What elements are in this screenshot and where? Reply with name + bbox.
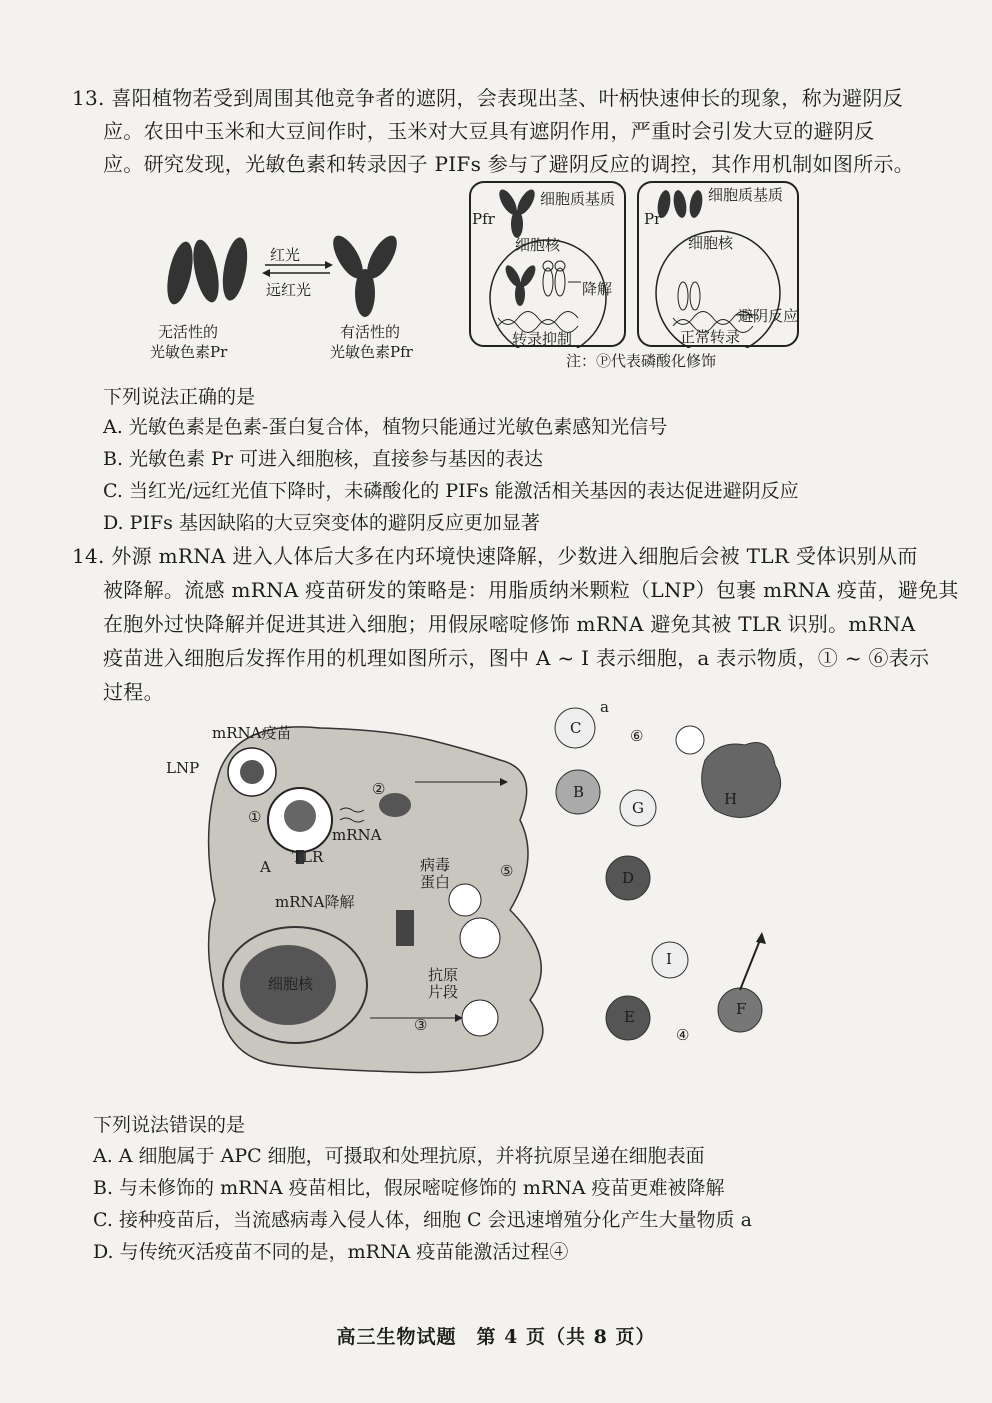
cell-i-label: I xyxy=(666,950,672,968)
cell-h-label: H xyxy=(724,790,738,808)
q14-line-4: 疫苗进入细胞后发挥作用的机理如图所示，图中 A ~ I 表示细胞，a 表示物质，① ~ ⑥表示 xyxy=(103,646,930,670)
box1-nucleus-label: 细胞核 xyxy=(515,236,561,254)
q14-option-d[interactable]: D. 与传统灭活疫苗不同的是，mRNA 疫苗能激活过程④ xyxy=(93,1241,569,1263)
q14-line-2: 被降解。流感 mRNA 疫苗研发的策略是：用脂质纳米颗粒（LNP）包裹 mRNA 疫苗，避免其 xyxy=(103,578,959,602)
nucleus-label: 细胞核 xyxy=(268,975,314,993)
cell-b-label: B xyxy=(573,783,585,801)
page-footer: 高三生物试题 第 4 页（共 8 页） xyxy=(336,1326,656,1348)
q13-option-d[interactable]: D. PIFs 基因缺陷的大豆突变体的避阴反应更加显著 xyxy=(103,512,540,534)
q14-option-a[interactable]: A. A 细胞属于 APC 细胞，可摄取和处理抗原，并将抗原呈递在细胞表面 xyxy=(93,1145,705,1167)
q13-line-1: 13. 喜阳植物若受到周围其他竞争者的遮阴，会表现出茎、叶柄快速伸长的现象，称为避阴反 xyxy=(72,86,904,110)
red-light-label: 红光 xyxy=(270,246,301,264)
active-label-2: 光敏色素Pfr xyxy=(330,343,413,361)
q14-option-c[interactable]: C. 接种疫苗后，当流感病毒入侵人体，细胞 C 会迅速增殖分化产生大量物质 a xyxy=(93,1209,752,1231)
step-1-label: ① xyxy=(248,808,262,826)
box1-degrade-label: 降解 xyxy=(582,280,613,298)
active-label-1: 有活性的 xyxy=(340,323,401,341)
box2-cytoplasm-label: 细胞质基质 xyxy=(708,186,784,204)
box2-nucleus-label: 细胞核 xyxy=(688,234,734,252)
cell-c-label: C xyxy=(570,719,582,737)
q13-line-2: 应。农田中玉米和大豆间作时，玉米对大豆具有遮阴作用，严重时会引发大豆的避阴反 xyxy=(103,119,875,143)
box2-transcription-label: 正常转录 xyxy=(680,328,741,346)
q14-line-5: 过程。 xyxy=(103,680,164,704)
cell-e-label: E xyxy=(624,1008,635,1026)
tlr-label: TLR xyxy=(292,848,324,866)
far-red-light-label: 远红光 xyxy=(266,281,312,299)
q14-prompt: 下列说法错误的是 xyxy=(93,1114,246,1136)
box2-pr-label: Pr xyxy=(644,210,662,228)
cell-d-label: D xyxy=(622,869,635,887)
inactive-label-1: 无活性的 xyxy=(158,323,219,341)
substance-a-label: a xyxy=(600,698,609,716)
virus-protein-label-2: 蛋白 xyxy=(420,873,451,891)
antigen-label-1: 抗原 xyxy=(428,966,459,984)
step-4-label: ④ xyxy=(676,1026,690,1044)
q13-option-a[interactable]: A. 光敏色素是色素-蛋白复合体，植物只能通过光敏色素感知光信号 xyxy=(103,416,668,438)
step-5-label: ⑤ xyxy=(500,862,514,880)
q13-figure-note: 注：Ⓟ代表磷酸化修饰 xyxy=(566,352,717,370)
vaccine-label: mRNA疫苗 xyxy=(212,724,292,742)
virus-protein-label-1: 病毒 xyxy=(420,856,451,874)
cell-f-label: F xyxy=(736,1000,747,1018)
lnp-label: LNP xyxy=(166,759,200,777)
step-2-label: ② xyxy=(372,780,386,798)
cell-g-label: G xyxy=(632,799,644,817)
step-3-label: ③ xyxy=(414,1016,428,1034)
q14-option-b[interactable]: B. 与未修饰的 mRNA 疫苗相比，假尿嘧啶修饰的 mRNA 疫苗更难被降解 xyxy=(93,1177,725,1199)
antigen-label-2: 片段 xyxy=(428,983,459,1001)
q13-prompt: 下列说法正确的是 xyxy=(103,386,256,408)
box1-pfr-label: Pfr xyxy=(472,210,495,228)
mrna-label: mRNA xyxy=(332,826,382,844)
inactive-label-2: 光敏色素Pr xyxy=(150,343,228,361)
mrna-degrade-label: mRNA降解 xyxy=(275,893,355,911)
step-6-label: ⑥ xyxy=(630,727,644,745)
q13-option-b[interactable]: B. 光敏色素 Pr 可进入细胞核，直接参与基因的表达 xyxy=(103,448,543,470)
q13-line-3: 应。研究发现，光敏色素和转录因子 PIFs 参与了避阴反应的调控，其作用机制如图所示。 xyxy=(103,152,915,176)
box2-shade-label: 避阴反应 xyxy=(738,307,799,325)
q14-line-1: 14. 外源 mRNA 进入人体后大多在内环境快速降解，少数进入细胞后会被 TLR 受体识别从而 xyxy=(72,544,918,568)
q13-option-c[interactable]: C. 当红光/远红光值下降时，未磷酸化的 PIFs 能激活相关基因的表达促进避阴反应 xyxy=(103,480,799,502)
cell-a-label: A xyxy=(260,858,271,876)
q14-line-3: 在胞外过快降解并促进其进入细胞；用假尿嘧啶修饰 mRNA 避免其被 TLR 识别。mRNA xyxy=(103,612,916,636)
box1-cytoplasm-label: 细胞质基质 xyxy=(540,190,616,208)
box1-transcription-label: 转录抑制 xyxy=(512,330,573,348)
